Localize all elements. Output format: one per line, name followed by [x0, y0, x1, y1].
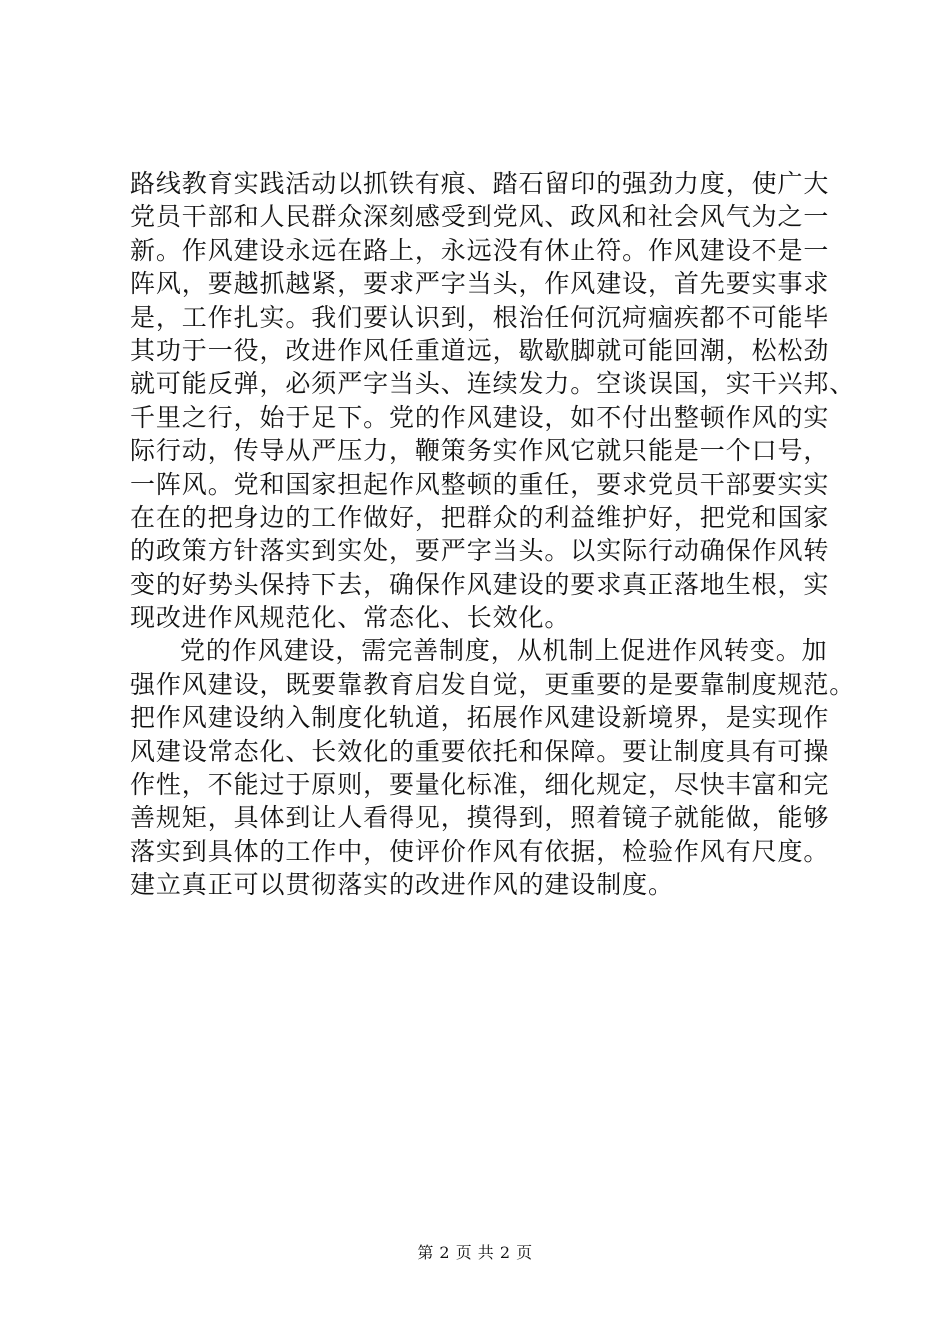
text-line: 千里之行，始于足下。党的作风建设，如不付出整顿作风的实 [130, 402, 830, 432]
text-line: 把作风建设纳入制度化轨道，拓展作风建设新境界，是实现作 [130, 703, 830, 733]
text-line: 落实到具体的工作中，使评价作风有依据，检验作风有尺度。 [130, 836, 830, 866]
text-line: 在在的把身边的工作做好，把群众的利益维护好，把党和国家 [130, 502, 830, 532]
text-line: 善规矩，具体到让人看得见，摸得到，照着镜子就能做，能够 [130, 803, 830, 833]
text-line: 一阵风。党和国家担起作风整顿的重任，要求党员干部要实实 [130, 469, 830, 499]
text-line: 建立真正可以贯彻落实的改进作风的建设制度。 [130, 870, 674, 900]
text-line: 风建设常态化、长效化的重要依托和保障。要让制度具有可操 [130, 736, 830, 766]
text-line: 际行动，传导从严压力，鞭策务实作风它就只能是一个口号， [130, 436, 830, 466]
paragraph-start-line: 党的作风建设，需完善制度，从机制上促进作风转变。加 [180, 636, 828, 666]
text-line: 的政策方针落实到实处，要严字当头。以实际行动确保作风转 [130, 536, 830, 566]
text-line: 作性，不能过于原则，要量化标准，细化规定，尽快丰富和完 [130, 770, 830, 800]
text-line: 是，工作扎实。我们要认识到，根治任何沉疴痼疾都不可能毕 [130, 302, 830, 332]
text-line: 强作风建设，既要靠教育启发自觉，更重要的是要靠制度规范。 [130, 669, 856, 699]
page-number-footer: 第 2 页 共 2 页 [417, 1243, 533, 1262]
text-line: 路线教育实践活动以抓铁有痕、踏石留印的强劲力度，使广大 [130, 169, 830, 198]
text-line: 变的好势头保持下去，确保作风建设的要求真正落地生根，实 [130, 569, 830, 599]
text-line: 阵风，要越抓越紧，要求严字当头，作风建设，首先要实事求 [130, 269, 830, 299]
text-line: 现改进作风规范化、常态化、长效化。 [130, 603, 571, 633]
text-line: 党员干部和人民群众深刻感受到党风、政风和社会风气为之一 [130, 202, 830, 232]
text-line: 就可能反弹，必须严字当头、连续发力。空谈误国，实干兴邦、 [130, 369, 856, 399]
text-line: 其功于一役，改进作风任重道远，歇歇脚就可能回潮，松松劲 [130, 335, 830, 365]
body-text [130, 167, 856, 902]
text-line: 新。作风建设永远在路上，永远没有休止符。作风建设不是一 [130, 235, 830, 265]
